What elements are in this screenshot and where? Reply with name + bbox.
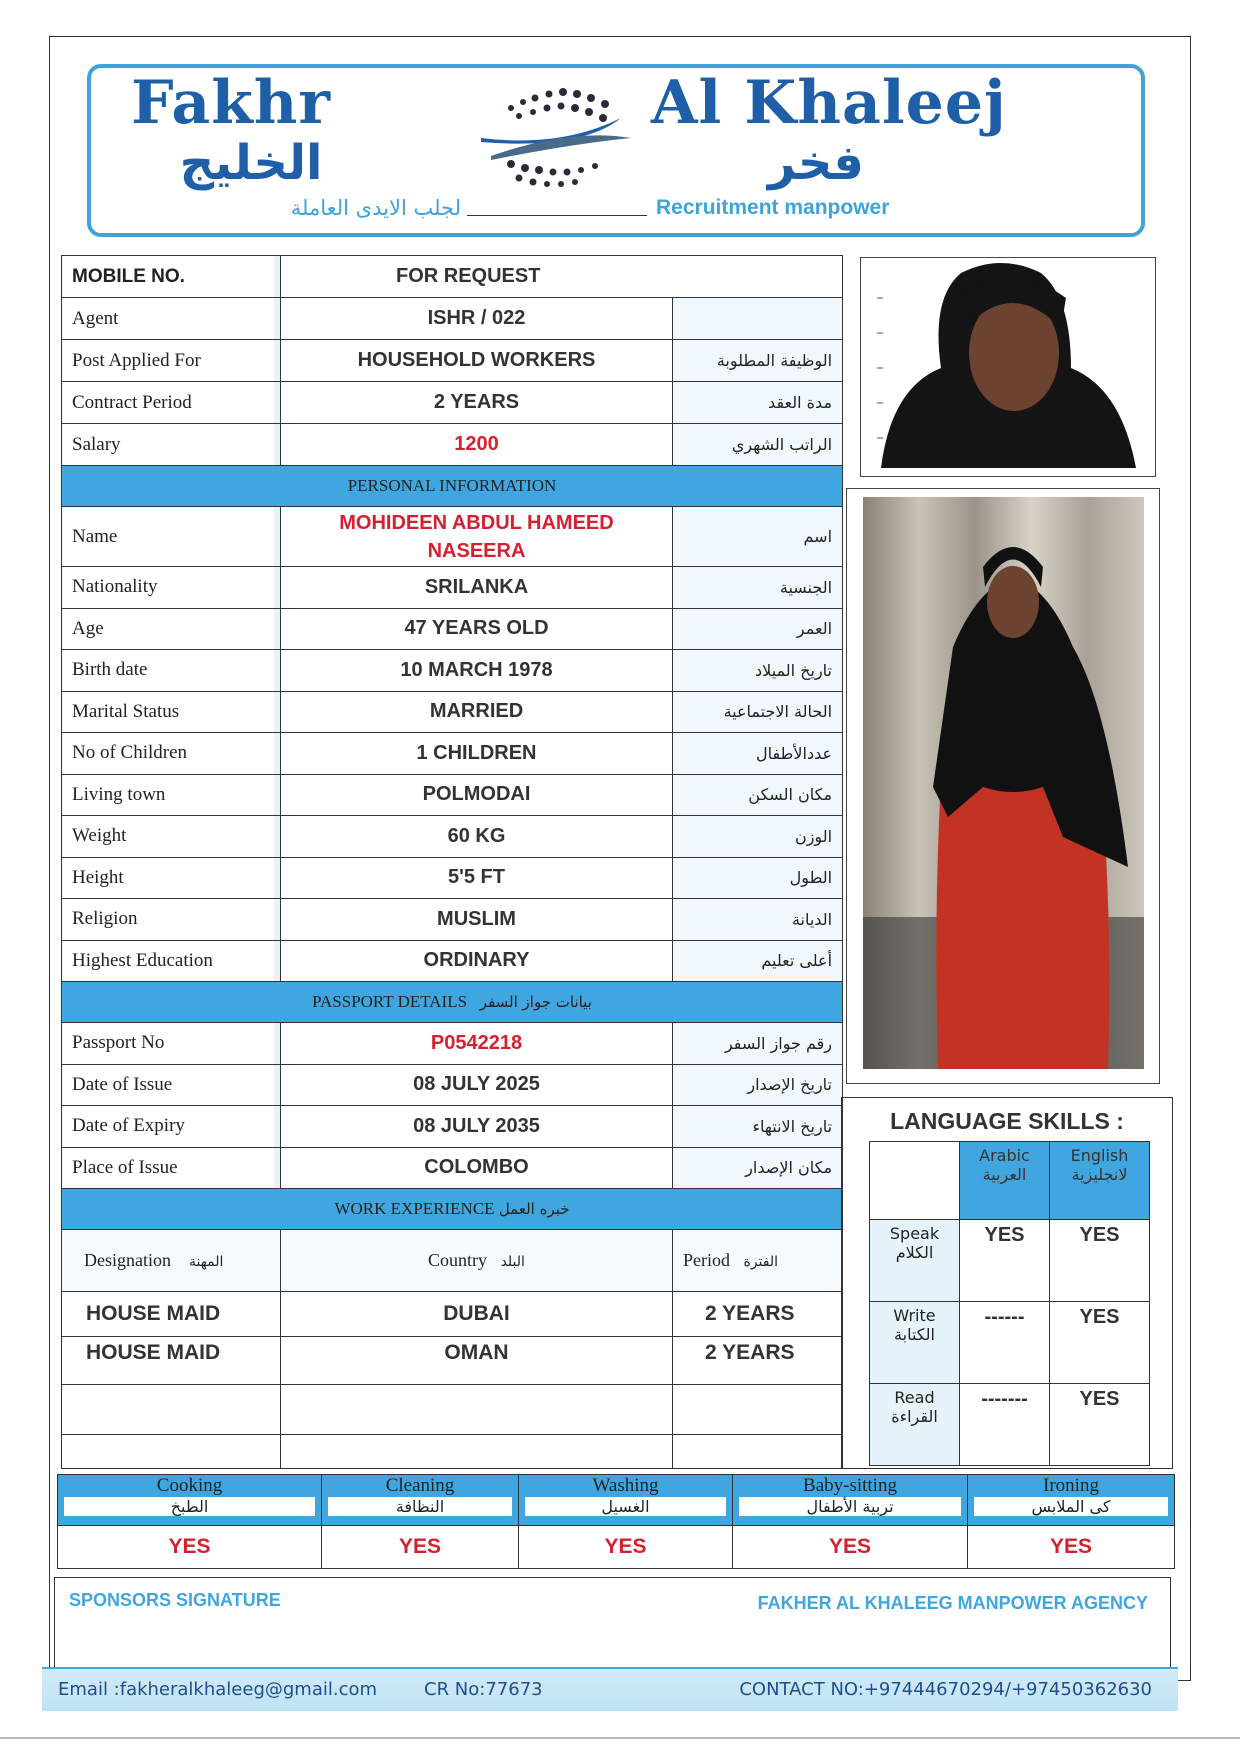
label-agent-ar xyxy=(673,298,843,340)
speak-english-value: YES xyxy=(1050,1220,1150,1302)
logo-emblem-icon xyxy=(471,78,651,198)
table-row xyxy=(62,940,843,982)
table-row xyxy=(62,608,843,650)
col-english-ar: لانجليزية xyxy=(1071,1165,1128,1184)
label-contract: Contract Period xyxy=(62,382,281,424)
value-contract: 2 YEARS xyxy=(281,382,673,424)
table-row xyxy=(62,1064,843,1106)
label-mobile: MOBILE NO. xyxy=(62,256,281,298)
write-english-value: YES xyxy=(1050,1302,1150,1384)
work-country: DUBAI xyxy=(281,1292,673,1337)
row-value: P0542218 xyxy=(281,1023,673,1065)
section-title-passport: PASSPORT DETAILS xyxy=(312,992,468,1011)
row-label: Place of Issue xyxy=(62,1147,281,1189)
sponsor-signature-label: SPONSORS SIGNATURE xyxy=(69,1590,281,1610)
value-agent: ISHR / 022 xyxy=(281,298,673,340)
row-label-ar: العمر xyxy=(673,608,843,650)
work-country: OMAN xyxy=(281,1337,673,1385)
skill-name: Washing xyxy=(592,1475,659,1496)
work-designation: HOUSE MAID xyxy=(62,1337,281,1385)
skill-name-ar: الغسيل xyxy=(525,1497,726,1516)
label-contract-ar: مدة العقد xyxy=(673,382,843,424)
label-name: Name xyxy=(62,507,281,567)
row-label-ar: تاريخ الإصدار xyxy=(673,1064,843,1106)
work-row xyxy=(62,1292,843,1337)
table-row xyxy=(62,1106,843,1148)
col-english xyxy=(1050,1142,1150,1220)
applicant-portrait-photo xyxy=(860,257,1156,477)
work-row xyxy=(62,1337,843,1385)
skill-header-washing xyxy=(519,1475,733,1526)
agency-signature-label: FAKHER AL KHALEEG MANPOWER AGENCY xyxy=(757,1593,1148,1613)
empty-header-cell xyxy=(870,1142,960,1220)
row-value: MUSLIM xyxy=(281,899,673,941)
language-row-speak xyxy=(870,1220,1150,1302)
row-label: Date of Expiry xyxy=(62,1106,281,1148)
col-country: Country xyxy=(428,1250,488,1270)
row-label-ar: الديانة xyxy=(673,899,843,941)
language-skills-panel xyxy=(841,1097,1173,1469)
table-row-agent xyxy=(62,298,843,340)
col-country-ar: البلد xyxy=(500,1254,525,1270)
label-agent: Agent xyxy=(62,298,281,340)
row-value: 47 YEARS OLD xyxy=(281,608,673,650)
row-label-ar: القراءة xyxy=(891,1407,938,1426)
section-header-work xyxy=(62,1189,843,1230)
row-label: Nationality xyxy=(62,567,281,609)
col-period-ar: الفترة xyxy=(743,1254,779,1270)
row-label: Read xyxy=(894,1388,935,1407)
label-salary-ar: الراتب الشهري xyxy=(673,424,843,466)
skill-value: YES xyxy=(733,1526,968,1569)
table-row-post xyxy=(62,340,843,382)
applicant-info-table xyxy=(61,255,843,1469)
table-row xyxy=(62,774,843,816)
page-bottom-line xyxy=(0,1737,1240,1739)
footer-bar xyxy=(42,1667,1178,1711)
section-header-passport xyxy=(62,982,843,1023)
work-period: 2 YEARS xyxy=(673,1292,843,1337)
row-label: Birth date xyxy=(62,650,281,692)
logo-tagline-english: Recruitment manpower xyxy=(656,196,890,219)
company-logo xyxy=(87,64,1145,237)
row-value: 1 CHILDREN xyxy=(281,733,673,775)
skill-header-baby-sitting xyxy=(733,1475,968,1526)
skill-header-cooking xyxy=(58,1475,322,1526)
skill-name: Baby-sitting xyxy=(803,1475,897,1496)
skill-value: YES xyxy=(968,1526,1175,1569)
table-row xyxy=(62,1023,843,1065)
work-row-empty xyxy=(62,1435,843,1469)
logo-text-arabic-fakhr: فخر xyxy=(768,135,864,191)
language-skills-table xyxy=(869,1141,1150,1466)
work-designation: HOUSE MAID xyxy=(62,1292,281,1337)
section-header-personal xyxy=(62,466,843,507)
row-label-ar: الكلام xyxy=(895,1243,934,1262)
table-row xyxy=(62,1147,843,1189)
row-value: COLOMBO xyxy=(281,1147,673,1189)
col-english-en: English xyxy=(1070,1146,1129,1165)
row-label: Marital Status xyxy=(62,691,281,733)
label-salary: Salary xyxy=(62,424,281,466)
row-label-ar: تاريخ الانتهاء xyxy=(673,1106,843,1148)
row-label-ar: الكتابة xyxy=(894,1325,935,1344)
language-row-write xyxy=(870,1302,1150,1384)
label-post-ar: الوظيفة المطلوبة xyxy=(673,340,843,382)
table-row xyxy=(62,899,843,941)
row-label: No of Children xyxy=(62,733,281,775)
skill-name: Cooking xyxy=(156,1475,223,1496)
read-english-value: YES xyxy=(1050,1384,1150,1466)
row-label: Highest Education xyxy=(62,940,281,982)
section-title-work-ar: خبره العمل xyxy=(498,1200,570,1218)
applicant-full-photo xyxy=(863,497,1144,1069)
skill-name: Ironing xyxy=(1043,1475,1099,1496)
skill-name-ar: الطبخ xyxy=(64,1497,315,1516)
row-label: Religion xyxy=(62,899,281,941)
language-skills-title: LANGUAGE SKILLS : xyxy=(890,1108,1124,1134)
speak-arabic-value: YES xyxy=(960,1220,1050,1302)
work-period: 2 YEARS xyxy=(673,1337,843,1385)
footer-cr-number: CR No:77673 xyxy=(424,1679,543,1700)
row-label: Write xyxy=(893,1306,936,1325)
col-arabic-ar: العربية xyxy=(982,1165,1027,1184)
row-value: 60 KG xyxy=(281,816,673,858)
col-arabic-en: Arabic xyxy=(979,1146,1030,1165)
value-salary: 1200 xyxy=(281,424,673,466)
row-value: POLMODAI xyxy=(281,774,673,816)
row-label-ar: الوزن xyxy=(673,816,843,858)
logo-tagline-arabic: لجلب الايدى العاملة xyxy=(290,196,461,220)
col-period: Period xyxy=(683,1250,730,1270)
work-column-headers xyxy=(62,1230,843,1292)
table-row-name xyxy=(62,507,843,567)
row-value: ORDINARY xyxy=(281,940,673,982)
skill-value: YES xyxy=(322,1526,519,1569)
table-row-mobile xyxy=(62,256,843,298)
footer-email: Email :fakheralkhaleeg@gmail.com xyxy=(58,1679,378,1700)
row-label: Living town xyxy=(62,774,281,816)
col-designation-ar: المهنة xyxy=(189,1254,224,1270)
label-name-ar: اسم xyxy=(673,507,843,567)
row-value: 5'5 FT xyxy=(281,857,673,899)
col-designation: Designation xyxy=(84,1250,171,1270)
row-label: Speak xyxy=(889,1224,940,1243)
row-label: Date of Issue xyxy=(62,1064,281,1106)
household-skills-table xyxy=(57,1474,1175,1569)
skill-header-ironing xyxy=(968,1475,1175,1526)
section-title-work: WORK EXPERIENCE xyxy=(334,1199,495,1218)
row-label: Height xyxy=(62,857,281,899)
row-value: 08 JULY 2025 xyxy=(281,1064,673,1106)
skill-value: YES xyxy=(519,1526,733,1569)
skill-header-cleaning xyxy=(322,1475,519,1526)
language-row-read xyxy=(870,1384,1150,1466)
write-arabic-value: ------ xyxy=(960,1302,1050,1384)
row-label-ar: مكان السكن xyxy=(673,774,843,816)
skill-name-ar: تربية الأطفال xyxy=(739,1497,961,1516)
skill-name-ar: كى الملابس xyxy=(974,1497,1168,1516)
row-label: Passport No xyxy=(62,1023,281,1065)
value-name: MOHIDEEN ABDUL HAMEED NASEERA xyxy=(281,507,673,567)
table-row-contract xyxy=(62,382,843,424)
value-mobile: FOR REQUEST xyxy=(281,256,843,298)
table-row xyxy=(62,816,843,858)
row-value: SRILANKA xyxy=(281,567,673,609)
row-value: 08 JULY 2035 xyxy=(281,1106,673,1148)
row-label: Age xyxy=(62,608,281,650)
table-row xyxy=(62,733,843,775)
table-row xyxy=(62,567,843,609)
logo-text-arabic-khaleej: الخليج xyxy=(179,135,323,191)
logo-text-al-khaleej: Al Khaleej xyxy=(651,68,1007,138)
table-row xyxy=(62,857,843,899)
footer-contact-numbers: CONTACT NO:+97444670294/+97450362630 xyxy=(739,1679,1152,1700)
applicant-full-photo-frame xyxy=(846,488,1160,1084)
label-post: Post Applied For xyxy=(62,340,281,382)
row-label-ar: الجنسية xyxy=(673,567,843,609)
logo-divider xyxy=(467,215,647,216)
logo-text-fakhr: Fakhr xyxy=(131,68,331,138)
row-value: MARRIED xyxy=(281,691,673,733)
skill-name: Cleaning xyxy=(385,1475,455,1496)
row-label-ar: مكان الإصدار xyxy=(673,1147,843,1189)
row-label-ar: الحالة الاجتماعية xyxy=(673,691,843,733)
section-title-personal: PERSONAL INFORMATION xyxy=(62,466,843,507)
skill-value: YES xyxy=(58,1526,322,1569)
row-label: Weight xyxy=(62,816,281,858)
table-row xyxy=(62,691,843,733)
table-row-salary xyxy=(62,424,843,466)
skill-name-ar: النظافة xyxy=(328,1497,512,1516)
table-row xyxy=(62,650,843,692)
section-title-passport-ar: بيانات جواز السفر xyxy=(479,993,592,1011)
value-post: HOUSEHOLD WORKERS xyxy=(281,340,673,382)
row-label-ar: عددالأطفال xyxy=(673,733,843,775)
read-arabic-value: ------- xyxy=(960,1384,1050,1466)
row-label-ar: الطول xyxy=(673,857,843,899)
work-row-empty xyxy=(62,1385,843,1435)
col-arabic xyxy=(960,1142,1050,1220)
signature-box xyxy=(54,1577,1171,1669)
row-label-ar: رقم جواز السفر xyxy=(673,1023,843,1065)
row-label-ar: تاريخ الميلاد xyxy=(673,650,843,692)
row-value: 10 MARCH 1978 xyxy=(281,650,673,692)
row-label-ar: أعلى تعليم xyxy=(673,940,843,982)
